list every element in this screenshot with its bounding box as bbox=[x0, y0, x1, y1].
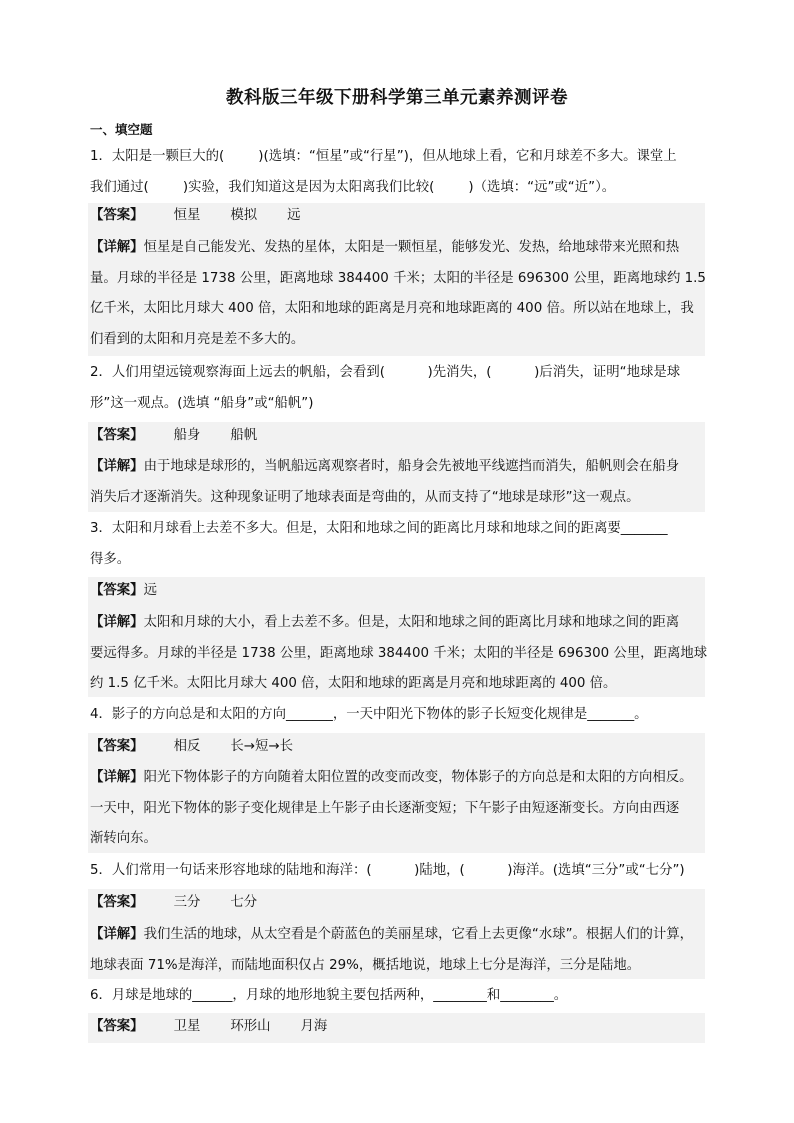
explanation-text: 我们生活的地球，从太空看是个蔚蓝色的美丽星球，它看上去更像“水球”。根据人们的计算， bbox=[143, 927, 694, 942]
explanation-text: 量。月球的半径是 1738 公里，距离地球 384400 千米；太阳的半径是 696300 公里，距离地球约 1.5 bbox=[90, 270, 706, 286]
explanation-line bbox=[90, 763, 705, 793]
answer-label: 【答案】 bbox=[90, 739, 144, 754]
question-text-line: 1．太阳是一颗巨大的( )(选填：“恒星”或“行星”)，但从地球上看，它和月球差不多大。课堂上 bbox=[90, 149, 677, 164]
answer-row bbox=[90, 732, 293, 762]
answer-row bbox=[90, 1012, 327, 1042]
section-heading: 一、填空题 bbox=[90, 122, 153, 137]
explanation-line bbox=[90, 639, 708, 669]
question-text-line: 形”这一观点。(选填 “船身”或“船帆”) bbox=[90, 395, 314, 411]
answer-value: 三分 bbox=[173, 895, 201, 910]
explanation-text: 阳光下物体影子的方向随着太阳位置的改变而改变，物体影子的方向总是和太阳的方向相反。 bbox=[143, 770, 693, 785]
answer-value: 恒星 bbox=[173, 208, 201, 223]
explanation-text: 太阳和月球的大小，看上去差不多。但是，太阳和地球之间的距离比月球和地球之间的距离 bbox=[143, 615, 680, 630]
question-text-line: 6．月球是地球的______，月球的地形地貌主要包括两种，________和________。 bbox=[90, 988, 568, 1003]
question-text-line: 4．影子的方向总是和太阳的方向_______，一天中阳光下物体的影子长短变化规律是_______。 bbox=[90, 707, 648, 722]
explanation-line bbox=[90, 294, 705, 324]
explanation-line bbox=[90, 669, 705, 699]
explanation-text: 恒星是自己能发光、发热的星体，太阳是一颗恒星，能够发光、发热，给地球带来光照和热 bbox=[143, 240, 680, 255]
answer-value: 月海 bbox=[300, 1019, 328, 1034]
explanation-line bbox=[90, 264, 705, 294]
explanation-label: 【详解】 bbox=[90, 459, 144, 474]
explanation-text: 消失后才逐渐消失。这种现象证明了地球表面是弯曲的，从而支持了“地球是球形”这一观点。 bbox=[90, 489, 640, 505]
question-text-line: 5．人们常用一句话来形容地球的陆地和海洋：( )陆地，( )海洋。(选填“三分”或“七分”) bbox=[90, 863, 685, 878]
explanation-text: 由于地球是球形的，当帆船远离观察者时，船身会先被地平线遮挡而消失，船帆则会在船身 bbox=[143, 459, 680, 474]
explanation-text: 要远得多。月球的半径是 1738 公里，距离地球 384400 千米；太阳的半径是 696300 公里，距离地球 bbox=[90, 645, 708, 661]
answer-value: 七分 bbox=[230, 895, 258, 910]
answer-label: 【答案】 bbox=[90, 1019, 144, 1034]
question-text-line: 3．太阳和月球看上去差不多大。但是，太阳和地球之间的距离比月球和地球之间的距离要_______ bbox=[90, 521, 668, 536]
explanation-text: 亿千米，太阳比月球大 400 倍，太阳和地球的距离是月亮和地球距离的 400 倍。所以站在地球上，我 bbox=[90, 301, 694, 316]
explanation-line bbox=[90, 824, 705, 854]
answer-value: 远 bbox=[143, 583, 157, 598]
answer-value: 相反 bbox=[173, 739, 201, 754]
answer-value: 模拟 bbox=[230, 208, 258, 223]
explanation-line bbox=[90, 233, 705, 263]
answer-value: 远 bbox=[287, 208, 301, 223]
answer-row bbox=[90, 201, 301, 231]
question-text-line: 2．人们用望远镜观察海面上远去的帆船，会看到( )先消失，( )后消失，证明“地球是球 bbox=[90, 365, 681, 380]
explanation-text: 渐转向东。 bbox=[90, 831, 157, 846]
explanation-line bbox=[90, 920, 705, 950]
explanation-text: 地球表面 71%是海洋，而陆地面积仅占 29%，概括地说，地球上七分是海洋，三分是陆地。 bbox=[90, 957, 641, 973]
answer-value: 卫星 bbox=[173, 1019, 201, 1034]
explanation-label: 【详解】 bbox=[90, 240, 144, 255]
answer-label: 【答案】 bbox=[90, 428, 144, 443]
explanation-line bbox=[90, 483, 705, 513]
answer-label: 【答案】 bbox=[90, 208, 144, 223]
explanation-line bbox=[90, 794, 705, 824]
explanation-text: 们看到的太阳和月亮是差不多大的。 bbox=[90, 331, 305, 347]
answer-row bbox=[90, 888, 257, 918]
answer-label: 【答案】 bbox=[90, 895, 144, 910]
answer-row bbox=[90, 421, 257, 451]
explanation-label: 【详解】 bbox=[90, 927, 144, 942]
explanation-label: 【详解】 bbox=[90, 615, 144, 630]
question-text-line: 我们通过( )实验，我们知道这是因为太阳离我们比较( )（选填：“远”或“近”）。 bbox=[90, 179, 616, 195]
answer-value: 长→短→长 bbox=[230, 739, 293, 754]
explanation-text: 一天中，阳光下物体的影子变化规律是上午影子由长逐渐变短；下午影子由短逐渐变长。方向由西逐 bbox=[90, 800, 680, 816]
explanation-label: 【详解】 bbox=[90, 770, 144, 785]
question-text-line: 得多。 bbox=[90, 551, 131, 567]
answer-value: 环形山 bbox=[230, 1019, 271, 1034]
answer-value: 船身 bbox=[173, 428, 201, 443]
answer-label: 【答案】 bbox=[90, 583, 144, 598]
page-title: 教科版三年级下册科学第三单元素养测评卷 bbox=[226, 88, 568, 108]
explanation-line bbox=[90, 608, 705, 638]
answer-row bbox=[90, 576, 157, 606]
explanation-line bbox=[90, 951, 705, 981]
explanation-line bbox=[90, 325, 705, 355]
explanation-line bbox=[90, 452, 705, 482]
explanation-text: 约 1.5 亿千米。太阳比月球大 400 倍，太阳和地球的距离是月亮和地球距离的 400 倍。 bbox=[90, 676, 617, 691]
answer-value: 船帆 bbox=[230, 428, 258, 443]
